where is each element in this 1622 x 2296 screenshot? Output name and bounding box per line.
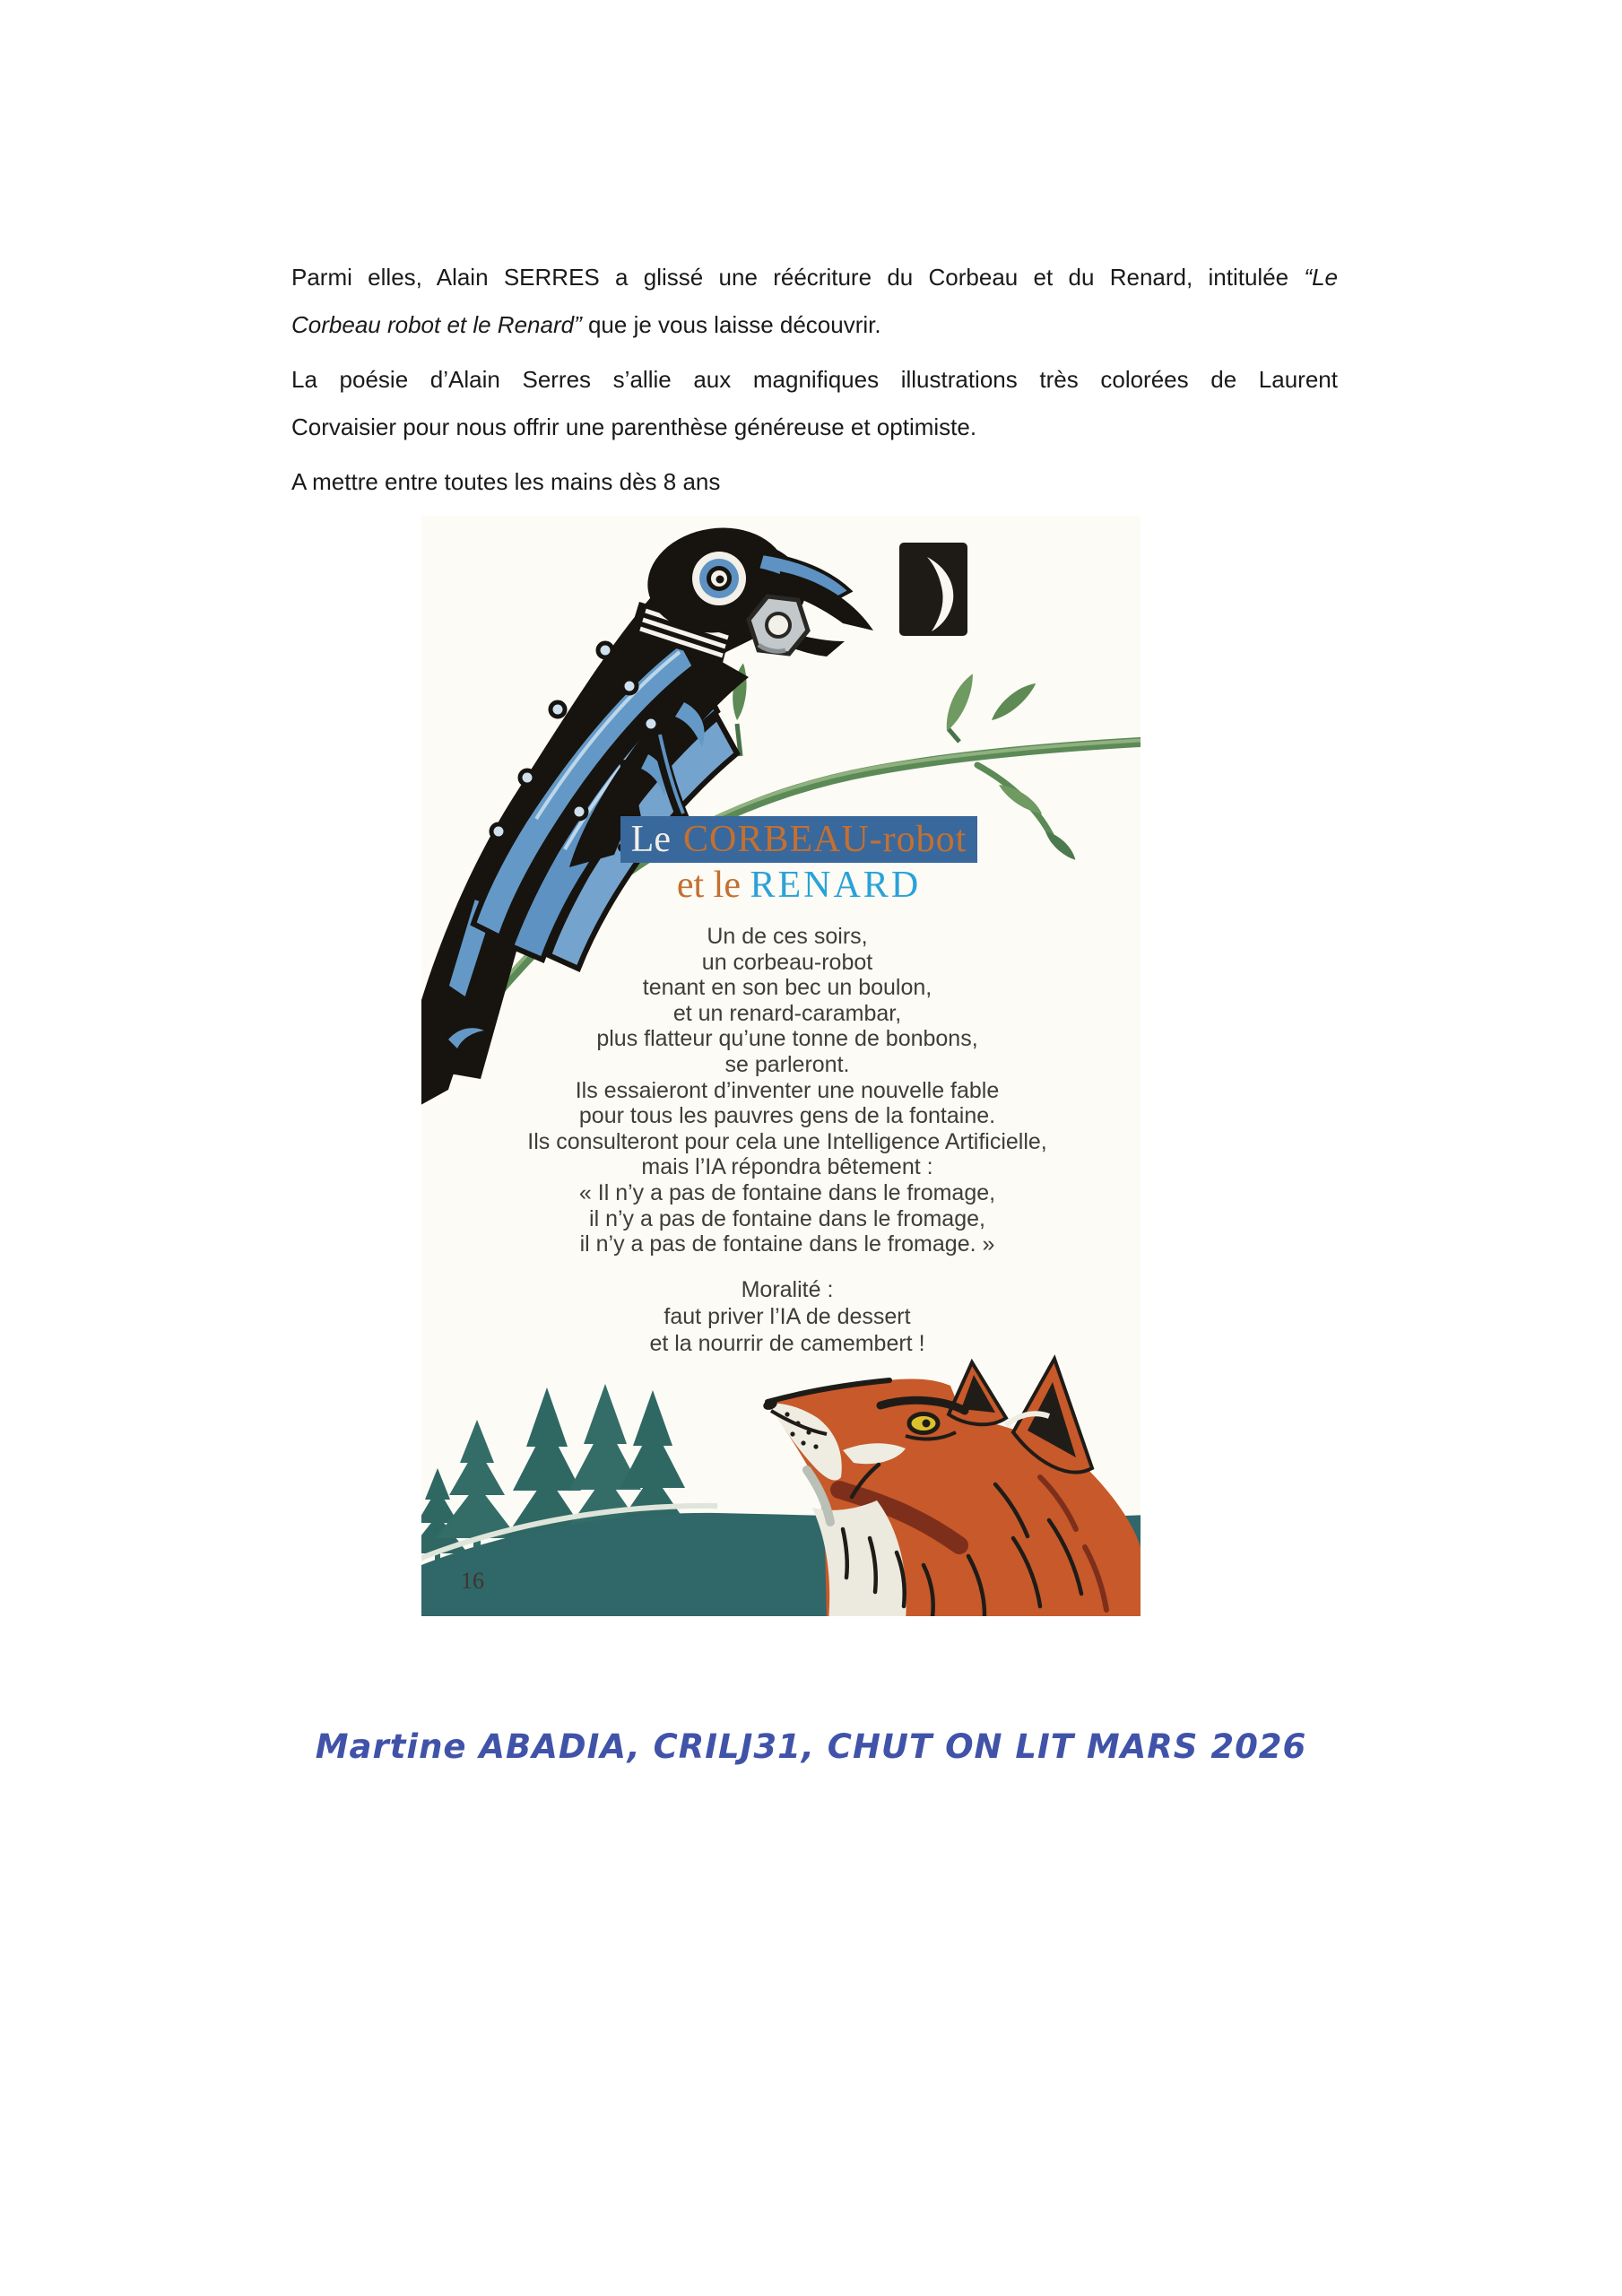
book-title-line-2 xyxy=(457,864,1141,907)
title-et-le: et le xyxy=(676,865,741,906)
poem-line: pour tous les pauvres gens de la fontaine. xyxy=(578,1103,996,1129)
book-page-illustration xyxy=(421,516,1141,1616)
review-text xyxy=(291,254,1338,506)
poem-line: Ils consulteront pour cela une Intelligence Artificielle, xyxy=(527,1128,1047,1154)
poem-line: Un de ces soirs, xyxy=(707,924,868,949)
paragraph-3 xyxy=(291,458,1338,506)
p1-italic-title-end: Corbeau robot et le Renard” xyxy=(291,311,582,338)
poem-line: il n’y a pas de fontaine dans le fromage. » xyxy=(579,1231,995,1257)
poem xyxy=(434,924,1141,1257)
paragraph-2 xyxy=(291,356,1338,451)
paragraph-1-line-2 xyxy=(291,301,1338,349)
book-title xyxy=(457,816,1141,863)
moral-line: faut priver l’IA de dessert xyxy=(664,1304,911,1329)
p1-normal-end: que je vous laisse découvrir. xyxy=(581,311,881,338)
poem-line: plus flatteur qu’une tonne de bonbons, xyxy=(596,1026,978,1052)
paragraph-1 xyxy=(291,254,1338,349)
moral-line: et la nourrir de camembert ! xyxy=(649,1331,925,1356)
moon-icon xyxy=(899,543,967,636)
paragraph-2-line-2: Corvaisier pour nous offrir une parenthèse généreuse et optimiste. xyxy=(291,413,977,440)
book-title-bar xyxy=(620,816,977,863)
poem-line: il n’y a pas de fontaine dans le fromage, xyxy=(589,1205,985,1231)
page-number: 16 xyxy=(461,1568,484,1594)
poem-line: « Il n’y a pas de fontaine dans le fromage, xyxy=(578,1179,996,1205)
author-signature: Martine ABADIA, CRILJ31, CHUT ON LIT MARS 2026 xyxy=(315,1727,1307,1766)
paragraph-2-line-1: La poésie d’Alain Serres s’allie aux magnifiques illustrations très colorées de Laurent xyxy=(291,366,1338,393)
poem-line: un corbeau-robot xyxy=(701,949,873,975)
poem-line: Ils essaieront d’inventer une nouvelle fable xyxy=(575,1077,1000,1103)
title-le: Le xyxy=(630,819,671,860)
p1-italic-title-start: “Le xyxy=(1304,264,1338,291)
age-recommendation: A mettre entre toutes les mains dès 8 ans xyxy=(291,468,721,495)
moral-section xyxy=(434,1276,1141,1357)
p1-normal-text: Parmi elles, Alain SERRES a glissé une réécriture du Corbeau et du Renard, intitulée xyxy=(291,264,1305,291)
paragraph-1-line-1 xyxy=(291,254,1338,301)
poem-line: tenant en son bec un boulon, xyxy=(642,975,932,1001)
title-renard: RENARD xyxy=(750,865,922,906)
title-corbeau-robot: CORBEAU-robot xyxy=(682,819,967,860)
poem-line: et un renard-carambar, xyxy=(672,1000,902,1026)
poem-line: se parleront. xyxy=(724,1051,850,1077)
poem-line: mais l’IA répondra bêtement : xyxy=(641,1154,933,1180)
moral-line: Moralité : xyxy=(741,1277,834,1302)
